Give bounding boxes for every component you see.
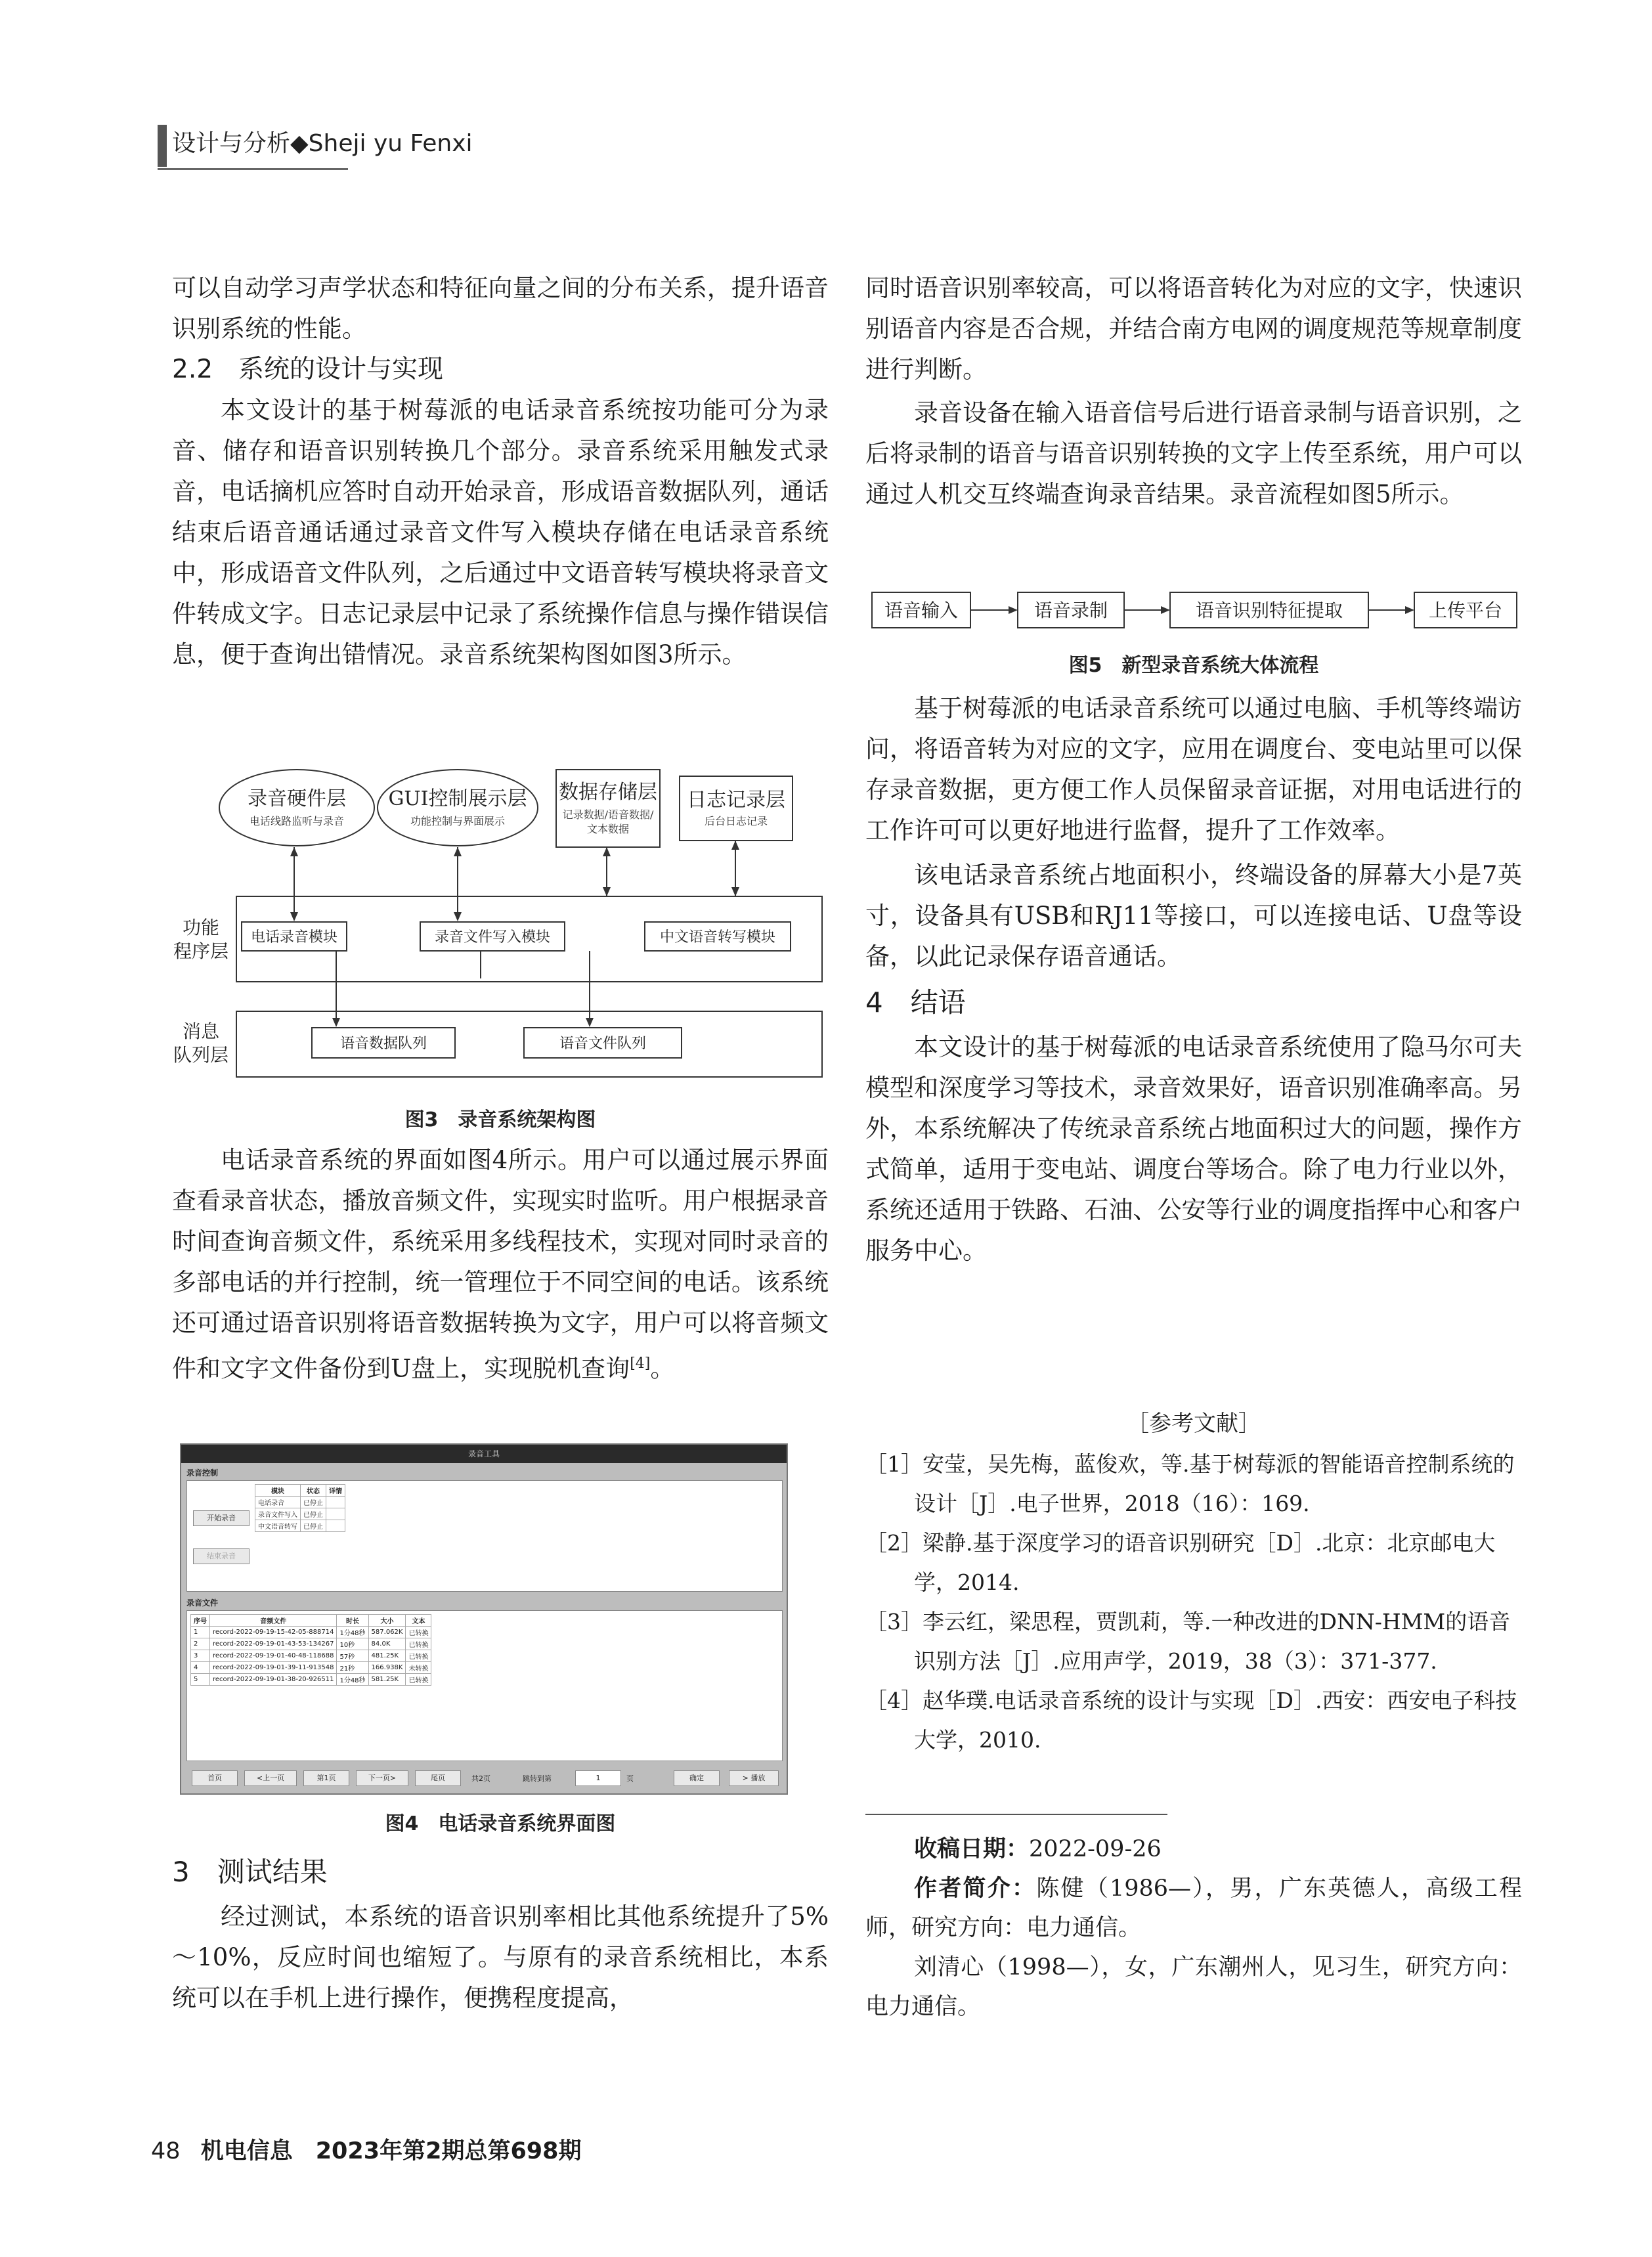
right-column-mid bbox=[865, 688, 1522, 1271]
running-header bbox=[172, 125, 473, 158]
layer-title: 日志记录层 bbox=[687, 789, 785, 812]
table-row[interactable]: 2 record-2022-09-19-01-43-53-134267 10秒 84.0K 已转换 bbox=[191, 1638, 431, 1650]
table-row: 录音文件写入 已停止 bbox=[255, 1508, 345, 1520]
module-label: 中文语音转写模块 bbox=[659, 929, 776, 946]
next-page-button[interactable]: 下一页> bbox=[356, 1770, 408, 1786]
record-file-label: 录音文件 bbox=[186, 1598, 219, 1608]
paragraph: 经过测试，本系统的语音识别率相比其他系统提升了5%～10%，反应时间也缩短了。与原有的录音系统相比，本系统可以在手机上进行操作，便携程度提高， bbox=[172, 1902, 829, 2012]
right-column-top bbox=[865, 268, 1522, 515]
prev-page-button[interactable]: <上一页 bbox=[244, 1770, 297, 1786]
figure-4-screenshot bbox=[180, 1443, 788, 1795]
table-row[interactable]: 5 record-2022-09-19-01-38-20-926511 1分48秒 581.25K 已转换 bbox=[191, 1674, 431, 1686]
figure-5-flowchart bbox=[865, 587, 1522, 633]
reference-list bbox=[865, 1445, 1522, 1760]
play-button[interactable]: > 播放 bbox=[729, 1770, 779, 1786]
paragraph: 同时语音识别率较高，可以将语音转化为对应的文字，快速识别语音内容是否合规，并结合南方电网的调度规范等规章制度进行判断。 bbox=[865, 274, 1522, 383]
paragraph: 基于树莓派的电话录音系统可以通过电脑、手机等终端访问，将语音转为对应的文字，应用在调度台、变电站里可以保存录音数据，更方便工作人员保留录音证据，对用电话进行的工作许可可以更好地进行监督，提升了工作效率。 bbox=[865, 694, 1522, 844]
figure-5-caption: 图5 新型录音系统大体流程 bbox=[1068, 654, 1319, 677]
page-unit-label: 页 bbox=[626, 1774, 634, 1783]
table-row[interactable]: 1 record-2022-09-19-15-42-05-888714 1分48秒 587.062K 已转换 bbox=[191, 1627, 431, 1638]
layer-subtitle: 后台日志记录 bbox=[704, 815, 768, 827]
layer-title: 数据存储层 bbox=[559, 781, 657, 804]
jump-to-label: 跳转到第 bbox=[523, 1774, 552, 1783]
record-file-table: 序号 音频文件 时长 大小 文本 1 record-2022-09-19-15-42-05-888714 1分48秒 587.062K 已转换 2 record-2022-09-19-01-43-53-134267 10秒 84.0K 已转换 3 record-2022-09-19-01-40-48-118688 57秒 481.25K 已转换 4 record-2022-09-19-01-39-11-913548 21秒 166.938K 未转换 5 record-2022-09-19-01-38-20-926511 1分48秒 581.25K 已转换 bbox=[190, 1614, 431, 1686]
layer-subtitle: 文本数据 bbox=[586, 823, 630, 835]
section-heading: 3 测试结果 bbox=[172, 1856, 328, 1888]
queue-layer-box bbox=[236, 1011, 822, 1077]
references-title: ［参考文献］ bbox=[1127, 1411, 1261, 1437]
author-bio: 作者简介：陈健（1986—），男，广东英德人，高级工程师，研究方向：电力通信。 bbox=[865, 1875, 1522, 1941]
author-bio: 刘清心（1998—），女，广东潮州人，见习生，研究方向：电力通信。 bbox=[865, 1954, 1522, 2020]
first-page-button[interactable]: 首页 bbox=[192, 1770, 238, 1786]
module-label: 电话录音模块 bbox=[250, 929, 338, 946]
flow-step: 语音输入 bbox=[884, 600, 959, 621]
stop-record-button[interactable]: 结束录音 bbox=[193, 1548, 250, 1564]
left-column-mid bbox=[172, 1140, 829, 1389]
layer-subtitle: 电话线路监听与录音 bbox=[249, 815, 345, 827]
layer-title: GUI控制展示层 bbox=[388, 787, 527, 810]
article-info bbox=[865, 1830, 1522, 2027]
paragraph: 本文设计的基于树莓派的电话录音系统按功能可分为录音、储存和语音识别转换几个部分。录音系统采用触发式录音，电话摘机应答时自动开始录音，形成语音数据队列，通话结束后语音通话通过录音文件写入模块存储在电话录音系统中，形成语音文件队列，之后通过中文语音转写模块将录音文件转成文字。日志记录层中记录了系统操作信息与操作错误信息，便于查询出错情况。录音系统架构图如图3所示。 bbox=[172, 396, 829, 668]
confirm-button[interactable]: 确定 bbox=[674, 1770, 720, 1786]
layer-label: 消息 bbox=[182, 1020, 220, 1042]
paragraph: 可以自动学习声学状态和特征向量之间的分布关系，提升语音识别系统的性能。 bbox=[172, 274, 829, 343]
layer-subtitle: 功能控制与界面展示 bbox=[410, 815, 506, 827]
journal-info: 机电信息 2023年第2期总第698期 bbox=[200, 2138, 582, 2164]
page-footer bbox=[151, 2133, 582, 2166]
figure-3-architecture-diagram bbox=[172, 762, 829, 1097]
figure-3-caption: 图3 录音系统架构图 bbox=[404, 1108, 596, 1131]
header-rule bbox=[158, 168, 348, 170]
last-page-button[interactable]: 尾页 bbox=[415, 1770, 461, 1786]
layer-label: 程序层 bbox=[173, 940, 229, 962]
paragraph: 该电话录音系统占地面积小，终端设备的屏幕大小是7英寸，设备具有USB和RJ11等接口，可以连接电话、U盘等设备，以此记录保存语音通话。 bbox=[865, 861, 1522, 971]
table-row: 电话录音 已停止 bbox=[255, 1497, 345, 1508]
reference-item: ［1］安莹，吴先梅，蓝俊欢，等.基于树莓派的智能语音控制系统的设计［J］.电子世界，2018（16）：169. bbox=[865, 1451, 1515, 1516]
paragraph: 录音设备在输入语音信号后进行语音录制与语音识别，之后将录制的语音与语音识别转换的文字上传至系统，用户可以通过人机交互终端查询录音结果。录音流程如图5所示。 bbox=[865, 399, 1522, 508]
paragraph: 电话录音系统的界面如图4所示。用户可以通过展示界面查看录音状态，播放音频文件，实现实时监听。用户根据录音时间查询音频文件，系统采用多线程技术，实现对同时录音的多部电话的并行控制，统一管理位于不同空间的电话。该系统还可通过语音识别将语音数据转换为文字，用户可以将音频文件和文字文件备份到U盘上，实现脱机查询[4]。 bbox=[172, 1146, 829, 1383]
table-row[interactable]: 4 record-2022-09-19-01-39-11-913548 21秒 166.938K 未转换 bbox=[191, 1662, 431, 1674]
table-row: 中文语音转写 已停止 bbox=[255, 1520, 345, 1532]
layer-label: 功能 bbox=[182, 917, 220, 938]
module-label: 录音文件写入模块 bbox=[434, 929, 551, 946]
page-number: 48 bbox=[151, 2138, 181, 2164]
flow-step: 上传平台 bbox=[1428, 600, 1503, 621]
layer-label: 队列层 bbox=[173, 1044, 229, 1066]
reference-item: ［4］赵华璞.电话录音系统的设计与实现［D］.西安：西安电子科技大学，2010. bbox=[865, 1688, 1517, 1753]
queue-label: 语音文件队列 bbox=[559, 1036, 647, 1052]
module-status-table: 模块 状态 详情 电话录音 已停止 录音文件写入 已停止 中文语音转写 已停止 bbox=[255, 1484, 345, 1532]
left-column-bottom bbox=[172, 1851, 829, 2019]
flow-step: 语音识别特征提取 bbox=[1195, 600, 1343, 621]
received-date: 收稿日期：2022-09-26 bbox=[914, 1836, 1162, 1862]
layer-title: 录音硬件层 bbox=[248, 787, 346, 810]
record-control-label: 录音控制 bbox=[186, 1468, 219, 1478]
section-heading: 4 结语 bbox=[865, 986, 966, 1019]
figure-4-caption: 图4 电话录音系统界面图 bbox=[385, 1812, 616, 1835]
reference-item: ［3］李云红，梁思程，贾凯莉，等.一种改进的DNN-HMM的语音识别方法［J］.应用声学，2019，38（3）：371-377. bbox=[865, 1609, 1511, 1674]
layer-subtitle: 记录数据/语音数据/ bbox=[562, 808, 654, 821]
footnote-rule bbox=[865, 1814, 1167, 1815]
queue-label: 语音数据队列 bbox=[339, 1036, 427, 1052]
citation: [4] bbox=[630, 1355, 651, 1372]
left-column-top bbox=[172, 268, 829, 675]
flow-step: 语音录制 bbox=[1033, 600, 1108, 621]
section-heading: 2.2 系统的设计与实现 bbox=[172, 355, 444, 384]
table-row[interactable]: 3 record-2022-09-19-01-40-48-118688 57秒 481.25K 已转换 bbox=[191, 1650, 431, 1662]
reference-item: ［2］梁静.基于深度学习的语音识别研究［D］.北京：北京邮电大学，2014. bbox=[865, 1530, 1496, 1595]
header-bar bbox=[158, 125, 167, 167]
header-text: 设计与分析◆Sheji yu Fenxi bbox=[172, 130, 473, 157]
total-pages-label: 共2页 bbox=[471, 1774, 490, 1783]
current-page-label: 第1页 bbox=[303, 1770, 349, 1786]
page-number-input[interactable]: 1 bbox=[575, 1770, 621, 1786]
paragraph: 本文设计的基于树莓派的电话录音系统使用了隐马尔可夫模型和深度学习等技术，录音效果好，语音识别准确率高。另外，本系统解决了传统录音系统占地面积过大的问题，操作方式简单，适用于变电站、调度台等场合。除了电力行业以外，系统还适用于铁路、石油、公安等行业的调度指挥中心和客户服务中心。 bbox=[865, 1033, 1522, 1265]
window-titlebar: 录音工具 bbox=[181, 1445, 787, 1463]
start-record-button[interactable]: 开始录音 bbox=[193, 1510, 250, 1526]
